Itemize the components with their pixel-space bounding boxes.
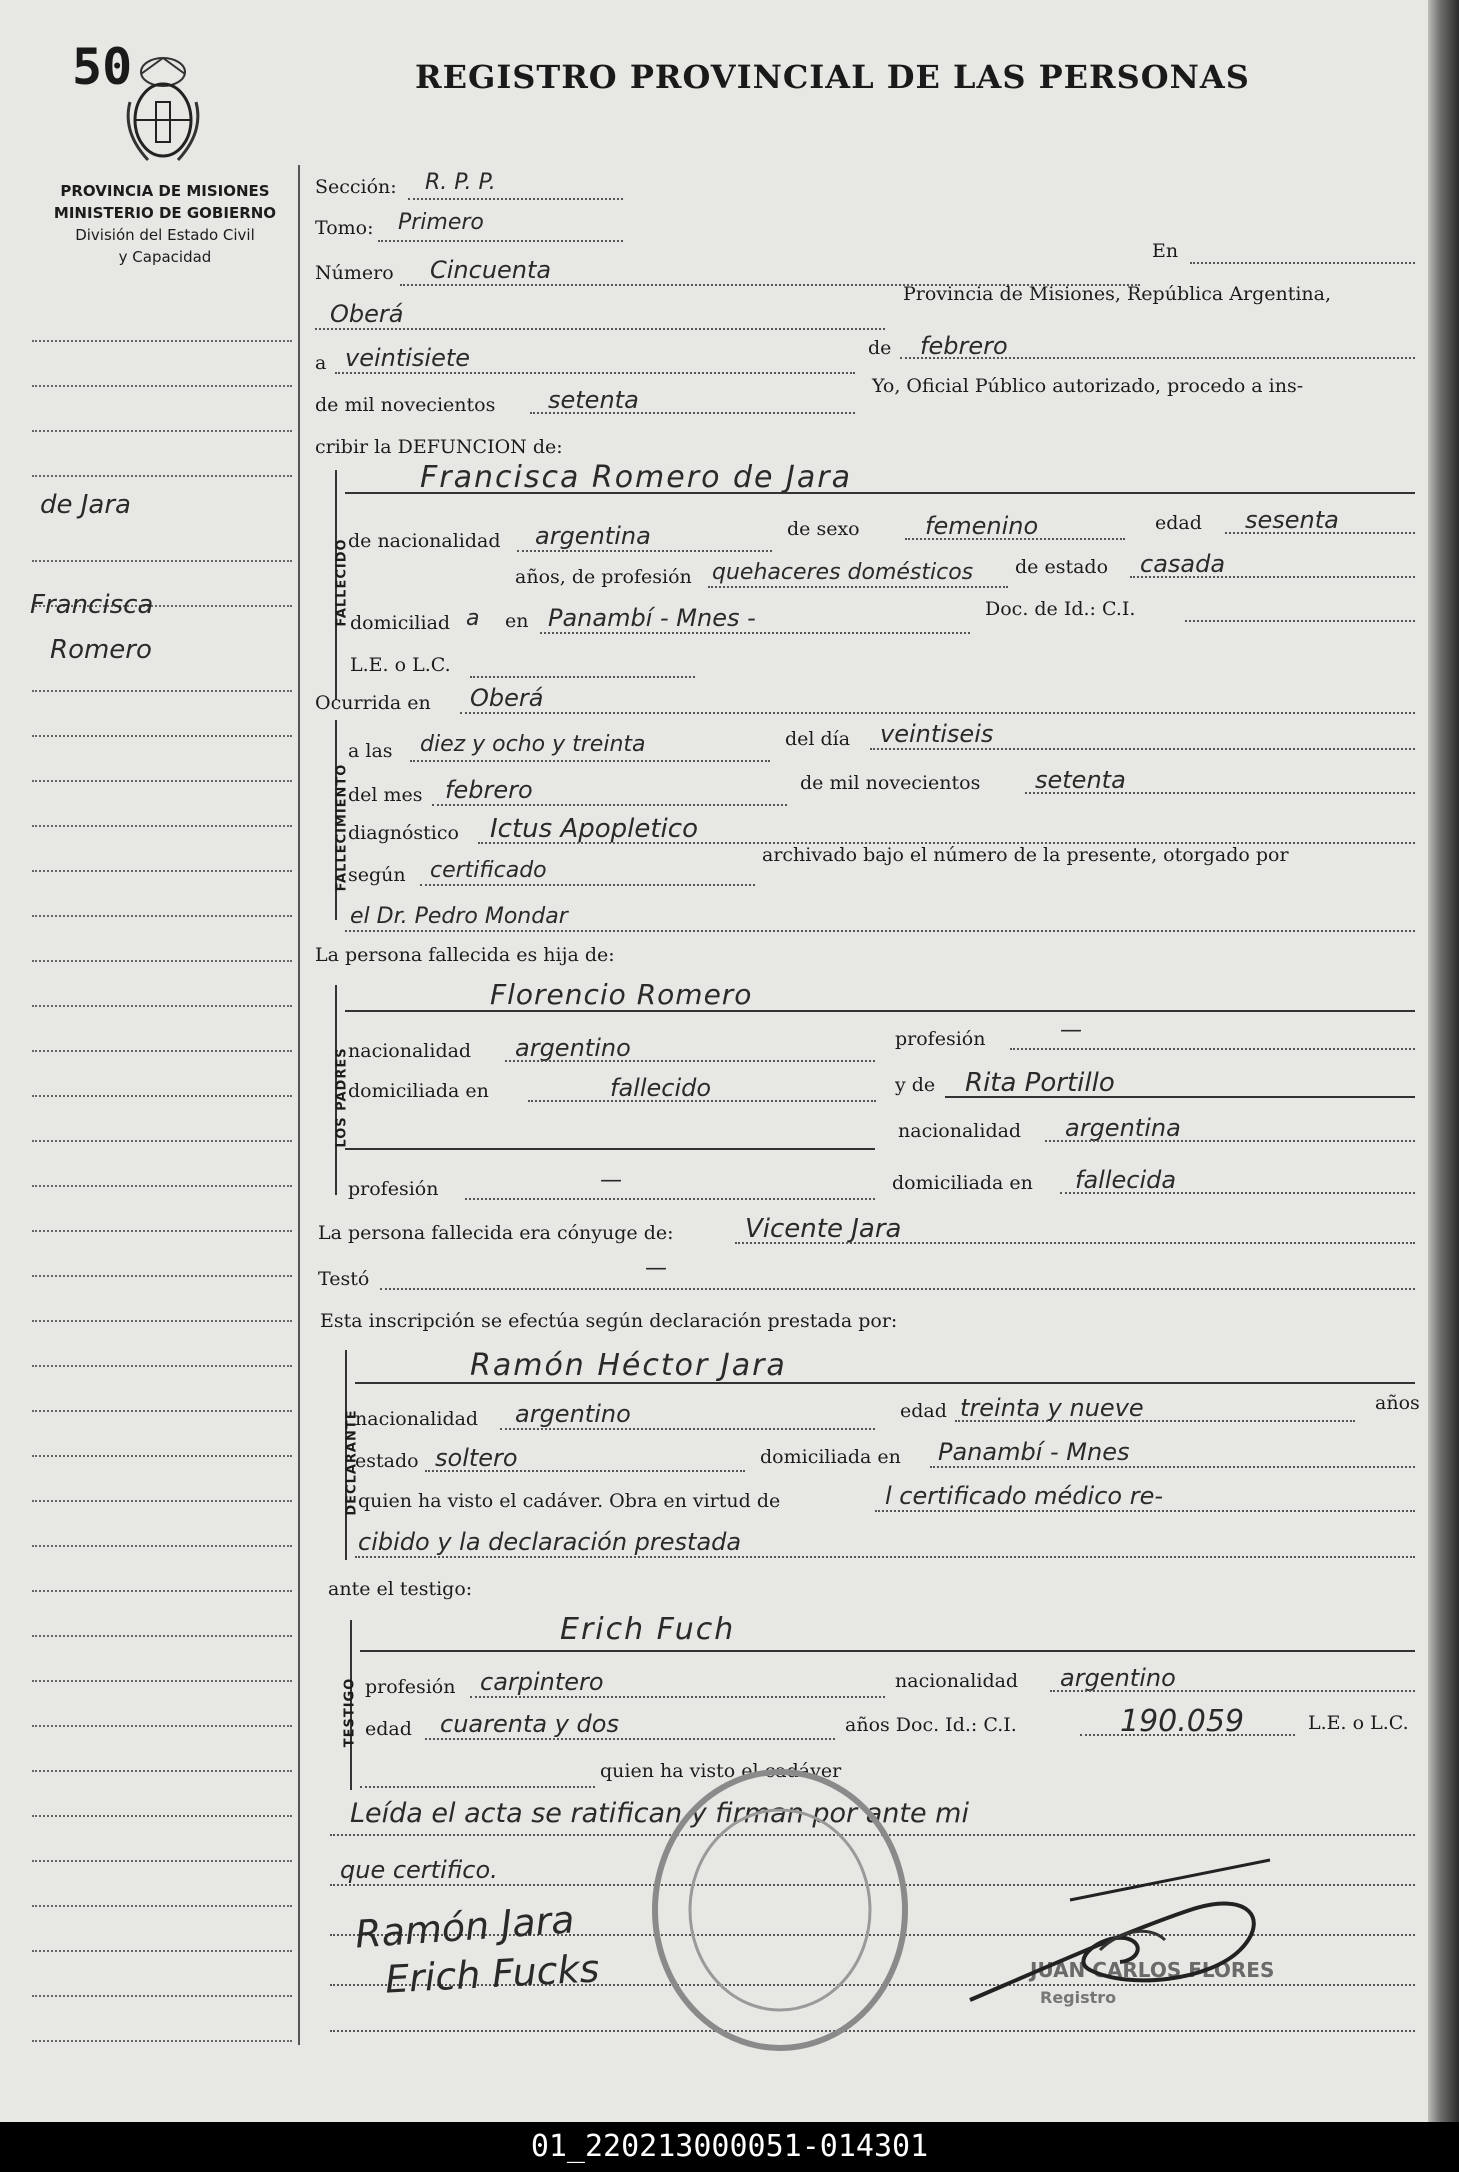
declarante-edad-value: treinta y nueve — [960, 1394, 1144, 1422]
padres-section-label: LOS PADRES — [334, 1047, 350, 1148]
testigo-edad-label: edad — [365, 1718, 412, 1740]
declarante-estado-value: soltero — [435, 1444, 518, 1472]
numero-label: Número — [315, 262, 394, 284]
archivado-label: archivado bajo el número de la presente, otorgado por — [762, 844, 1289, 866]
seccion-value: R. P. P. — [425, 170, 496, 195]
obra-label: quien ha visto el cadáver. Obra en virtud de — [358, 1490, 781, 1512]
del-dia-label: del día — [785, 728, 851, 750]
declarante-domicilio-label: domiciliada en — [760, 1446, 901, 1468]
agency-capacity: y Capacidad — [118, 248, 212, 266]
lugar-value: Oberá — [330, 300, 404, 328]
padre-domicilio-label: domiciliada en — [348, 1080, 489, 1102]
agency-division: División del Estado Civil — [75, 226, 255, 244]
stamp-sub: Registro — [1040, 1988, 1117, 2007]
domiciliad-suffix: a — [466, 606, 480, 631]
image-id-caption: 01_220213000051-014301 — [0, 2122, 1459, 2172]
dia-fallecimiento-value: veintiseis — [880, 720, 994, 748]
declarante-section-label: DECLARANTE — [344, 1409, 360, 1516]
anio-fallecimiento-value: setenta — [1035, 766, 1126, 794]
nacionalidad-value: argentina — [535, 522, 651, 550]
officer-signature — [950, 1850, 1290, 2030]
tomo-label: Tomo: — [315, 217, 374, 239]
hija-de-label: La persona fallecida es hija de: — [315, 944, 615, 966]
testigo-nombre: Erich Fuch — [560, 1612, 736, 1647]
madre-nacionalidad-label: nacionalidad — [898, 1120, 1022, 1142]
coat-of-arms-icon — [118, 52, 208, 172]
padre-profesion-value: — — [1060, 1018, 1082, 1043]
obra-value: l certificado médico re- — [885, 1482, 1164, 1510]
agency-ministry: MINISTERIO DE GOBIERNO — [53, 204, 277, 222]
testigo-le-lc-label: L.E. o L.C. — [1308, 1712, 1409, 1734]
madre-domicilio-label: domiciliada en — [892, 1172, 1033, 1194]
provincia-label: Provincia de Misiones, República Argentina, — [903, 283, 1332, 305]
estado-label: de estado — [1015, 556, 1109, 578]
cierre-line1: Leída el acta se ratifican y firman por ante mi — [350, 1798, 969, 1829]
padre-profesion-label: profesión — [895, 1028, 986, 1050]
testo-value: — — [645, 1256, 667, 1281]
agency-block — [30, 180, 300, 268]
official-seal-stamp — [640, 1760, 920, 2060]
column-divider — [298, 165, 300, 2045]
edad-value: sesenta — [1245, 506, 1339, 534]
declarante-signature: Ramón Jara — [353, 1897, 576, 1957]
numero-value: Cincuenta — [430, 256, 552, 284]
testigo-ci-value: 190.059 — [1120, 1704, 1245, 1739]
testigo-nacionalidad-value: argentino — [1060, 1664, 1176, 1692]
le-lc-label: L.E. o L.C. — [350, 654, 451, 676]
y-de-label: y de — [895, 1074, 936, 1096]
domiciliad-label: domiciliad — [350, 612, 451, 634]
estado-value: casada — [1140, 550, 1226, 578]
testigo-profesion-label: profesión — [365, 1676, 456, 1698]
cribir-label: cribir la DEFUNCION de: — [315, 436, 563, 458]
agency-province: PROVINCIA DE MISIONES — [60, 182, 270, 200]
testigo-nacionalidad-label: nacionalidad — [895, 1670, 1019, 1692]
anos-profesion-label: años, de profesión — [515, 566, 692, 588]
madre-nombre: Rita Portillo — [965, 1068, 1115, 1098]
padre-nombre: Florencio Romero — [490, 978, 753, 1011]
obra-line2-value: cibido y la declaración prestada — [358, 1528, 742, 1556]
stamp-name: JUAN CARLOS FLORES — [1030, 1958, 1275, 1982]
declarante-nacionalidad-label: nacionalidad — [355, 1408, 479, 1430]
profesion-value: quehaceres domésticos — [712, 560, 974, 585]
madre-profesion-label: profesión — [348, 1178, 439, 1200]
edad-label: edad — [1155, 512, 1202, 534]
sexo-label: de sexo — [787, 518, 860, 540]
en-domicilio-label: en — [505, 610, 529, 632]
declarante-domicilio-value: Panambí - Mnes — [938, 1438, 1130, 1466]
testigo-quien-visto-label: quien ha visto el cadáver — [600, 1760, 842, 1782]
testigo-section-label: TESTIGO — [342, 1677, 358, 1748]
a-las-label: a las — [348, 740, 393, 762]
diagnostico-label: diagnóstico — [348, 822, 459, 844]
declarante-edad-label: edad — [900, 1400, 947, 1422]
declarante-anos-label: años — [1375, 1392, 1420, 1414]
segun-value: certificado — [430, 858, 547, 883]
de-mil-label: de mil novecientos — [315, 394, 496, 416]
fallecimiento-section-label: FALLECIMIENTO — [334, 763, 350, 892]
de-label: de — [868, 337, 892, 359]
inscripcion-label: Esta inscripción se efectúa según declaración prestada por: — [320, 1310, 898, 1332]
madre-profesion-value: — — [600, 1168, 622, 1193]
yo-oficial-label: Yo, Oficial Público autorizado, procedo a ins- — [872, 375, 1304, 397]
cierre-line2: que certifico. — [340, 1856, 498, 1884]
page-title: REGISTRO PROVINCIAL DE LAS PERSONAS — [415, 58, 1250, 96]
padre-nacionalidad-label: nacionalidad — [348, 1040, 472, 1062]
margin-note-last-name: Romero — [50, 635, 152, 665]
anio-value: setenta — [548, 386, 639, 414]
del-mes-label: del mes — [348, 784, 423, 806]
nacionalidad-label: de nacionalidad — [348, 530, 501, 552]
conyuge-label: La persona fallecida era cónyuge de: — [318, 1222, 674, 1244]
tomo-value: Primero — [398, 210, 484, 235]
madre-domicilio-value: fallecida — [1075, 1166, 1177, 1194]
margin-note-surname: de Jara — [40, 490, 131, 520]
en-label: En — [1152, 240, 1179, 262]
testigo-signature: Erich Fucks — [383, 1946, 601, 2002]
declarante-nacionalidad-value: argentino — [515, 1400, 631, 1428]
deceased-name: Francisca Romero de Jara — [420, 460, 852, 495]
page-edge-shadow — [1428, 0, 1459, 2122]
domicilio-value: Panambí - Mnes - — [548, 604, 756, 632]
madre-nacionalidad-value: argentina — [1065, 1114, 1181, 1142]
declarante-estado-label: estado — [355, 1450, 419, 1472]
de-mil-nov-label: de mil novecientos — [800, 772, 981, 794]
mes-fallecimiento-value: febrero — [445, 776, 533, 804]
dia-value: veintisiete — [345, 344, 471, 372]
doc-id-label: Doc. de Id.: C.I. — [985, 598, 1136, 620]
declarante-nombre: Ramón Héctor Jara — [470, 1348, 787, 1383]
padre-nacionalidad-value: argentino — [515, 1034, 631, 1062]
diagnostico-value: Ictus Apopletico — [490, 814, 698, 844]
testigo-anos-doc-label: años Doc. Id.: C.I. — [845, 1714, 1017, 1736]
ocurrida-label: Ocurrida en — [315, 692, 431, 714]
testigo-profesion-value: carpintero — [480, 1668, 604, 1696]
a-label: a — [315, 352, 327, 374]
seccion-label: Sección: — [315, 176, 397, 198]
otorgado-por-value: el Dr. Pedro Mondar — [350, 904, 568, 929]
ante-testigo-label: ante el testigo: — [328, 1578, 473, 1600]
conyuge-value: Vicente Jara — [745, 1214, 902, 1244]
margin-note-first-name: Francisca — [30, 590, 154, 620]
testigo-edad-value: cuarenta y dos — [440, 1710, 619, 1738]
segun-label: según — [348, 864, 406, 886]
mes-value: febrero — [920, 332, 1008, 360]
testo-label: Testó — [318, 1268, 370, 1290]
ocurrida-value: Oberá — [470, 684, 544, 712]
fallecido-section-label: FALLECIDO — [334, 538, 350, 627]
page-number: 50 — [72, 38, 133, 96]
sexo-value: femenino — [925, 512, 1039, 540]
hora-value: diez y ocho y treinta — [420, 732, 646, 757]
padre-domicilio-value: fallecido — [610, 1074, 712, 1102]
